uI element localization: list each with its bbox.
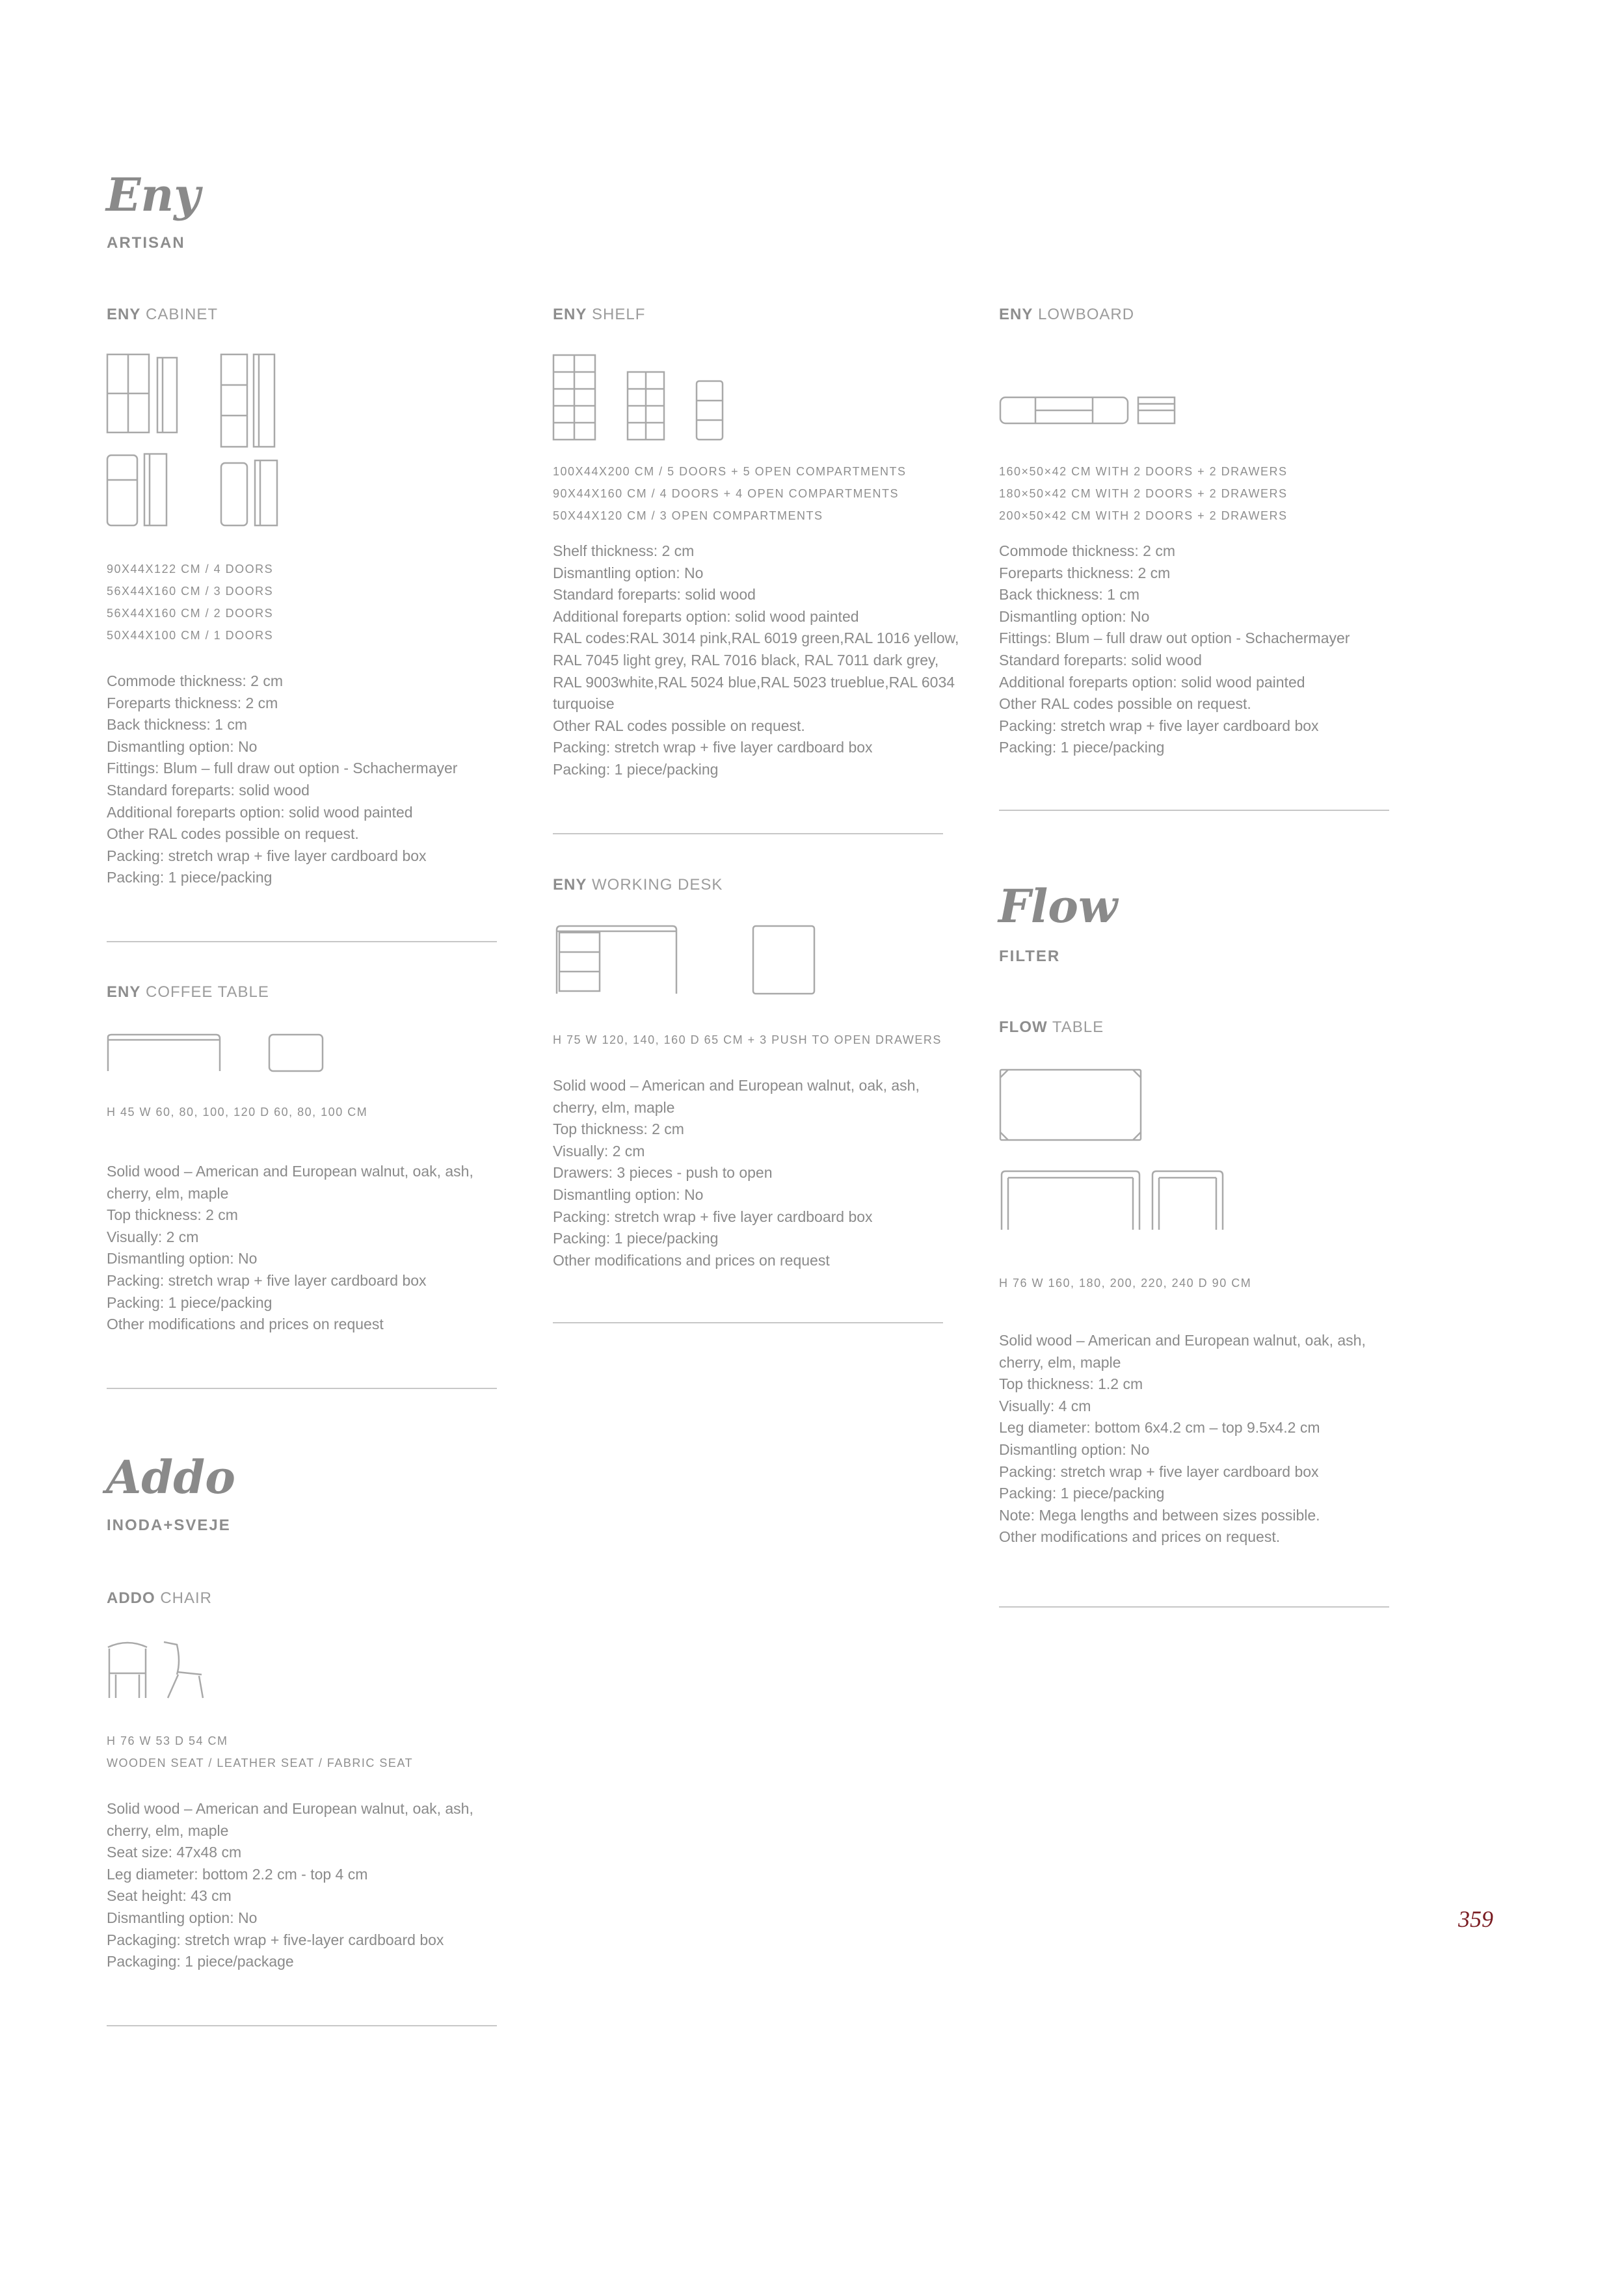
eny-coffee-table-specs: Solid wood – American and European walnut, oak, ash, cherry, elm, maple Top thickness: 2 cm Visually: 2 cm Dismantling option: No Packing: stretch wrap + five layer cardboard box Packing: 1 piece/packing Other modifications and prices on request bbox=[107, 1163, 473, 1333]
product-title-eny-coffee-table bbox=[107, 983, 269, 1001]
eny-coffee-table-dimensions: H 45 W 60, 80, 100, 120 D 60, 80, 100 CM bbox=[107, 1106, 368, 1119]
product-brand: FLOW bbox=[999, 1018, 1048, 1036]
eny-shelf-dimensions: 100X44X200 CM / 5 DOORS + 5 OPEN COMPARTMENTS 90X44X160 CM / 4 DOORS + 4 OPEN COMPARTMENTS 50X44X120 CM / 3 OPEN COMPARTMENTS bbox=[553, 465, 907, 522]
designer-filter: FILTER bbox=[999, 948, 1061, 965]
addo-chair-dimensions: H 76 W 53 D 54 CM WOODEN SEAT / LEATHER SEAT / FABRIC SEAT bbox=[107, 1734, 414, 1769]
flow-table-top-drawing bbox=[1000, 1070, 1141, 1140]
product-type: WORKING DESK bbox=[592, 876, 723, 894]
divider bbox=[107, 941, 497, 942]
divider bbox=[999, 1606, 1389, 1608]
cabinet-1-door-drawing bbox=[221, 460, 277, 525]
cabinet-4-doors-drawing bbox=[107, 354, 177, 432]
product-brand: ADDO bbox=[107, 1589, 155, 1607]
shelf-drawings bbox=[550, 351, 738, 445]
desk-front-drawing bbox=[557, 926, 676, 994]
eny-working-desk-specs: Solid wood – American and European walnut, oak, ash, cherry, elm, maple Top thickness: 2 cm Visually: 2 cm Drawers: 3 pieces - push to open Dismantling option: No Packing: stretch wrap + five layer cardboard box Packing: 1 piece/packing Other modifications and prices on request bbox=[553, 1077, 920, 1269]
product-brand: ENY bbox=[107, 306, 141, 323]
cabinet-2-doors-drawing bbox=[107, 454, 166, 525]
chair-front-drawing bbox=[108, 1643, 147, 1698]
product-type: CHAIR bbox=[160, 1589, 213, 1607]
product-type: LOWBOARD bbox=[1038, 306, 1135, 323]
lowboard-front-drawing bbox=[1000, 397, 1128, 423]
coffee-table-top-drawing bbox=[269, 1035, 323, 1071]
divider bbox=[553, 833, 943, 834]
flow-table-drawings bbox=[996, 1063, 1231, 1239]
product-brand: ENY bbox=[553, 306, 587, 323]
product-title-eny-working-desk bbox=[553, 876, 723, 894]
divider bbox=[999, 810, 1389, 811]
eny-lowboard-dimensions: 160×50×42 CM WITH 2 DOORS + 2 DRAWERS 180×50×42 CM WITH 2 DOORS + 2 DRAWERS 200×50×42 CM WITH 2 DOORS + 2 DRAWERS bbox=[999, 465, 1288, 522]
flow-table-dimensions: H 76 W 160, 180, 200, 220, 240 D 90 CM bbox=[999, 1277, 1252, 1290]
eny-lowboard-specs: Commode thickness: 2 cm Foreparts thickness: 2 cm Back thickness: 1 cm Dismantling option: No Fittings: Blum – full draw out option - Schachermayer Standard foreparts: solid wood Additional foreparts option: solid wood painted Other RAL codes possible on request. Packing: stretch wrap + five layer cardboard box Packing: 1 piece/packing bbox=[999, 542, 1350, 756]
product-title-eny-lowboard bbox=[999, 306, 1134, 324]
lowboard-drawings bbox=[996, 393, 1191, 432]
product-title-flow-table bbox=[999, 1018, 1104, 1037]
divider bbox=[553, 1322, 943, 1323]
page-number: 359 bbox=[1458, 1906, 1493, 1932]
product-title-addo-chair bbox=[107, 1589, 212, 1608]
product-type: TABLE bbox=[1052, 1018, 1104, 1036]
lowboard-side-drawing bbox=[1138, 397, 1175, 423]
eny-cabinet-specs: Commode thickness: 2 cm Foreparts thickness: 2 cm Back thickness: 1 cm Dismantling option: No Fittings: Blum – full draw out option - Schachermayer Standard foreparts: solid wood Additional foreparts option: solid wood painted Other RAL codes possible on request. Packing: stretch wrap + five layer cardboard box Packing: 1 piece/packing bbox=[107, 672, 458, 886]
product-type: SHELF bbox=[592, 306, 646, 323]
flow-table-side-drawing bbox=[1152, 1171, 1223, 1230]
product-type: CABINET bbox=[146, 306, 219, 323]
brand-title-flow: Flow bbox=[998, 879, 1118, 933]
cabinet-3-doors-drawing bbox=[221, 354, 274, 447]
product-brand: ENY bbox=[107, 983, 141, 1001]
divider bbox=[107, 1388, 497, 1389]
brand-title-addo: Addo bbox=[106, 1450, 235, 1504]
eny-cabinet-dimensions: 90X44X122 CM / 4 DOORS 56X44X160 CM / 3 DOORS 56X44X160 CM / 2 DOORS 50X44X100 CM / 1 DOORS bbox=[107, 563, 274, 642]
designer-artisan: ARTISAN bbox=[107, 234, 185, 252]
eny-shelf-specs: Shelf thickness: 2 cm Dismantling option: No Standard foreparts: solid wood Additional foreparts option: solid wood painted RAL codes:RAL 3014 pink,RAL 6019 green,RAL 1016 yellow, RAL 7045 light grey, RAL 7016 black, RAL 7011 dark grey, RAL 9003white,RAL 5024 blue,RAL 5023 trueblue,RAL 6034 turquoise Other RAL codes possible on request. Packing: stretch wrap + five layer cardboard box Packing: 1 piece/packing bbox=[553, 542, 959, 778]
flow-table-front-drawing bbox=[1002, 1171, 1139, 1230]
shelf-100x200-drawing bbox=[553, 355, 595, 440]
cabinet-drawings bbox=[104, 351, 299, 533]
designer-inoda-sveje: INODA+SVEJE bbox=[107, 1517, 231, 1534]
shelf-50x120-drawing bbox=[697, 381, 723, 440]
product-type: COFFEE TABLE bbox=[146, 983, 269, 1001]
desk-side-drawing bbox=[753, 926, 814, 994]
addo-chair-specs: Solid wood – American and European walnut, oak, ash, cherry, elm, maple Seat size: 47x48 cm Leg diameter: bottom 2.2 cm - top 4 cm Seat height: 43 cm Dismantling option: No Packaging: stretch wrap + five-layer cardboard box Packaging: 1 piece/package bbox=[107, 1800, 473, 1970]
eny-working-desk-dimensions: H 75 W 120, 140, 160 D 65 CM + 3 PUSH TO OPEN DRAWERS bbox=[553, 1033, 942, 1046]
chair-side-drawing bbox=[164, 1642, 203, 1698]
chair-drawings bbox=[104, 1636, 215, 1701]
flow-table-specs: Solid wood – American and European walnut, oak, ash, cherry, elm, maple Top thickness: 1.2 cm Visually: 4 cm Leg diameter: bottom 6x4.2 cm – top 9.5x4.2 cm Dismantling option: No Packing: stretch wrap + five layer cardboard box Packing: 1 piece/packing Note: Mega lengths and between sizes possible. Other modifications and prices on request. bbox=[999, 1332, 1366, 1546]
shelf-90x160-drawing bbox=[628, 372, 664, 440]
working-desk-drawings bbox=[552, 922, 825, 999]
product-brand: ENY bbox=[999, 306, 1033, 323]
brand-title-eny: Eny bbox=[106, 168, 200, 222]
product-brand: ENY bbox=[553, 876, 587, 894]
divider bbox=[107, 2025, 497, 2026]
coffee-table-drawings bbox=[104, 1031, 338, 1076]
product-title-eny-shelf bbox=[553, 306, 645, 324]
product-title-eny-cabinet bbox=[107, 306, 218, 324]
coffee-table-front-drawing bbox=[108, 1035, 220, 1071]
